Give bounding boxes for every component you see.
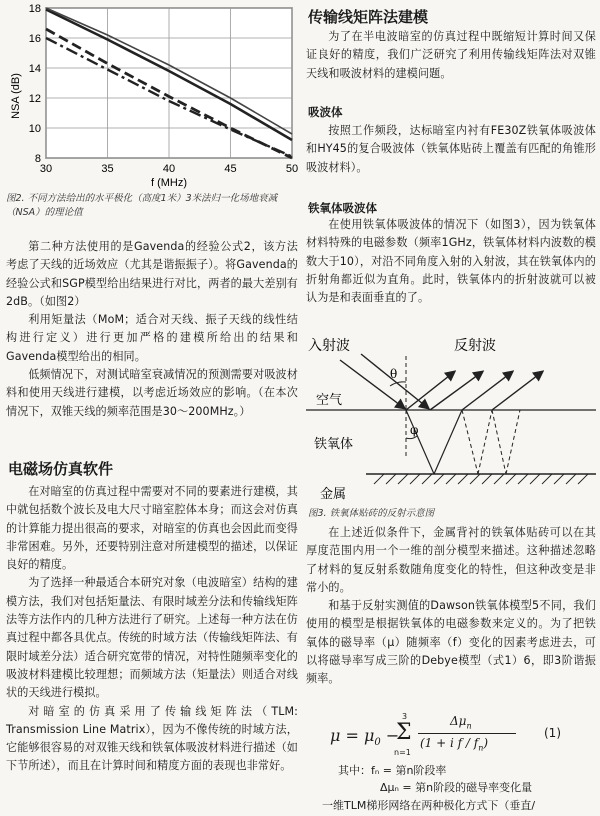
- eq-where-2: Δμₙ = 第n阶段的磁导率变化量: [380, 781, 533, 794]
- x-tick-label: 35: [101, 163, 114, 175]
- fig3-svg: [306, 326, 596, 522]
- y-tick-label: 14: [28, 63, 41, 75]
- y-tick-label: 8: [34, 153, 41, 165]
- label-metal: 金属: [320, 487, 347, 502]
- left-para-3: 低频情况下，对测试暗室衰减情况的预测需要对吸波材料和使用天线进行建模，以考虑近场效应的影响。（在本次情况下，双锥天线的频率范围是30～200MHz。）: [6, 368, 298, 418]
- right-para-4: 在上述近似条件下，金属背衬的铁氧体贴砖可以在其厚度范围内用一个一维的剖分模型来描述。这种描述忽略了材料的复反射系数随角度变化的特性，但这种改变是非常小的。: [306, 526, 596, 594]
- reflected-ray-1: [406, 372, 454, 410]
- left-para-2: 利用矩量法（MoM；适合对天线、振子天线的线性结构进行定义）进行更加严格的建模所给出的结果和Gavenda模型给出的相同。: [6, 313, 298, 363]
- right-text-4: [306, 524, 596, 689]
- eq-den-sub: n: [478, 743, 484, 753]
- eq-mu: μ = μ: [330, 726, 375, 745]
- eq-num: Δμ: [450, 714, 467, 728]
- subheading-absorber: 吸波体: [308, 105, 343, 119]
- label-air: 空气: [316, 393, 343, 408]
- label-ferrite: 铁氧体: [314, 437, 354, 452]
- reflected-ray-2: [430, 372, 482, 410]
- metal-hatching: [374, 474, 588, 484]
- eq-sum: Σ: [396, 720, 412, 745]
- x-axis-label: f (MHz): [150, 177, 188, 189]
- reflected-ray-4: [492, 372, 542, 410]
- chart-svg: [6, 0, 298, 192]
- right-para-1: 为了在半电波暗室的仿真过程中既缩短计算时间又保证良好的精度，我们广泛研究了利用传输线矩阵法对双锥天线和吸波材料的建模问题。: [306, 30, 596, 80]
- right-last-line: 一维TLM梯形网络在两种极化方式下（垂直/: [322, 799, 536, 812]
- eq-den-end: ): [483, 736, 489, 750]
- right-text-3: [306, 216, 596, 307]
- x-tick-label: 30: [39, 163, 53, 175]
- subheading-ferrite-absorber: 铁氧体吸波体: [308, 201, 377, 215]
- fig3-diagram: [306, 326, 596, 522]
- reflected-ray-3: [462, 372, 512, 410]
- section-heading-tlm: 传输线矩阵法建模: [308, 8, 429, 26]
- eq-sum-bot: n=1: [394, 748, 411, 757]
- right-text-1: [306, 28, 596, 83]
- eq-where-1: 其中：fₙ = 第n阶段率: [338, 764, 447, 777]
- y-tick-label: 10: [28, 123, 41, 135]
- eq-fraction-bar: [418, 733, 516, 734]
- eq-number: (1): [544, 726, 561, 740]
- left-para-6: 对暗室的仿真采用了传输线矩阵法（TLM: Transmission Line Matrix），因为不像传统的时域方法，它能够很容易的对双锥天线和铁氧体吸波材料进行描述（如下节所述），而且在计算时间和精度方面的表现也非常好。: [6, 704, 298, 773]
- right-text-2: [306, 122, 596, 177]
- left-para-4: 在对暗室的仿真过程中需要对不同的要素进行建模，其中就包括数个波长及电大尺寸暗室腔体本身；而这会对仿真的计算能力提出很高的要求，对暗室的仿真也会因此而变得非常困难。另外，还要特别注意对所建模型的描述，以保证良好的精度。: [6, 485, 298, 572]
- eq-mu-sub: 0: [374, 737, 381, 749]
- eq-den: (1 + i f / f: [420, 736, 479, 750]
- label-incident: 入射波: [308, 338, 350, 354]
- eq-num-sub: n: [466, 721, 472, 731]
- left-para-1: 第二种方法使用的是Gavenda的经验公式2，该方法考虑了天线的近场效应（尤其是谐振振子）。将Gavenda的经验公式和SGP模型给出结果进行对比，两者的最大差别有2dB。（如图2）: [6, 240, 298, 308]
- left-para-5: 为了选择一种最适合本研究对象（电波暗室）结构的建模方法，我们对包括矩量法、有限时域差分法和传输线矩阵法等方法作内的几种方法进行了研究。上述每一种方法在仿真过程中都各具优点。传统的时域方法（传输线矩阵法、有限时域差分法）适合研究宽带的情况，对特性随频率变化的吸波材料建模比较理想；而频域方法（矩量法）则适合对线状的天线进行模拟。: [6, 576, 298, 700]
- y-tick-label: 16: [28, 33, 41, 45]
- label-theta: θ: [390, 367, 398, 381]
- nsa-chart: [6, 0, 298, 192]
- y-tick-label: 12: [28, 93, 41, 105]
- label-phi: φ: [410, 423, 419, 437]
- eq-sum-top: 3: [402, 712, 408, 721]
- refracted-ray-down: [406, 410, 434, 474]
- refracted-ray-up: [434, 410, 462, 474]
- y-tick-label: 18: [28, 3, 41, 15]
- x-tick-label: 50: [285, 163, 298, 175]
- fig3-caption: 图3. 铁氧体贴砖的反射示意图: [308, 508, 435, 519]
- equation-1: [330, 712, 596, 760]
- section-heading-em-sim: 电磁场仿真软件: [8, 460, 114, 478]
- left-text-1: [6, 238, 298, 421]
- eq-minus: −: [380, 726, 400, 745]
- x-tick-label: 45: [224, 163, 237, 175]
- right-para-3: 在使用铁氧体吸波体的情况下（如图3），因为铁氧体材料特殊的电磁参数（频率1GHz，铁氧体材料内波数的模数大于10），对沿不同角度入射的入射波，其在铁氧体内的折射角都近似为直角。此时，铁氧体内的折射波就可以被认为是和表面垂直的了。: [306, 218, 596, 305]
- right-para-2: 按照工作频段，达标暗室内衬有FE30Z铁氧体吸波体和HY45的复合吸波体（铁氧体贴砖上覆盖有匹配的角锥形吸波材料）。: [306, 124, 596, 174]
- y-axis-label: NSA (dB): [10, 73, 22, 119]
- fig2-caption: 图2. 不同方法给出的水平极化（高度1米）3米法归一化场地衰减（NSA）的理论值: [6, 193, 278, 218]
- left-text-2: [6, 483, 298, 776]
- x-tick-label: 40: [162, 163, 176, 175]
- right-para-5: 和基于反射实测值的Dawson铁氧体模型5不同，我们使用的模型是根据铁氧体的电磁参数来定义的。为了把铁氧体的磁导率（μ）随频率（f）变化的因素考虑进去，可以将磁导率写成三阶的Debye模型（式1）6，即3阶谐振频率。: [306, 599, 596, 686]
- label-reflected: 反射波: [454, 338, 496, 354]
